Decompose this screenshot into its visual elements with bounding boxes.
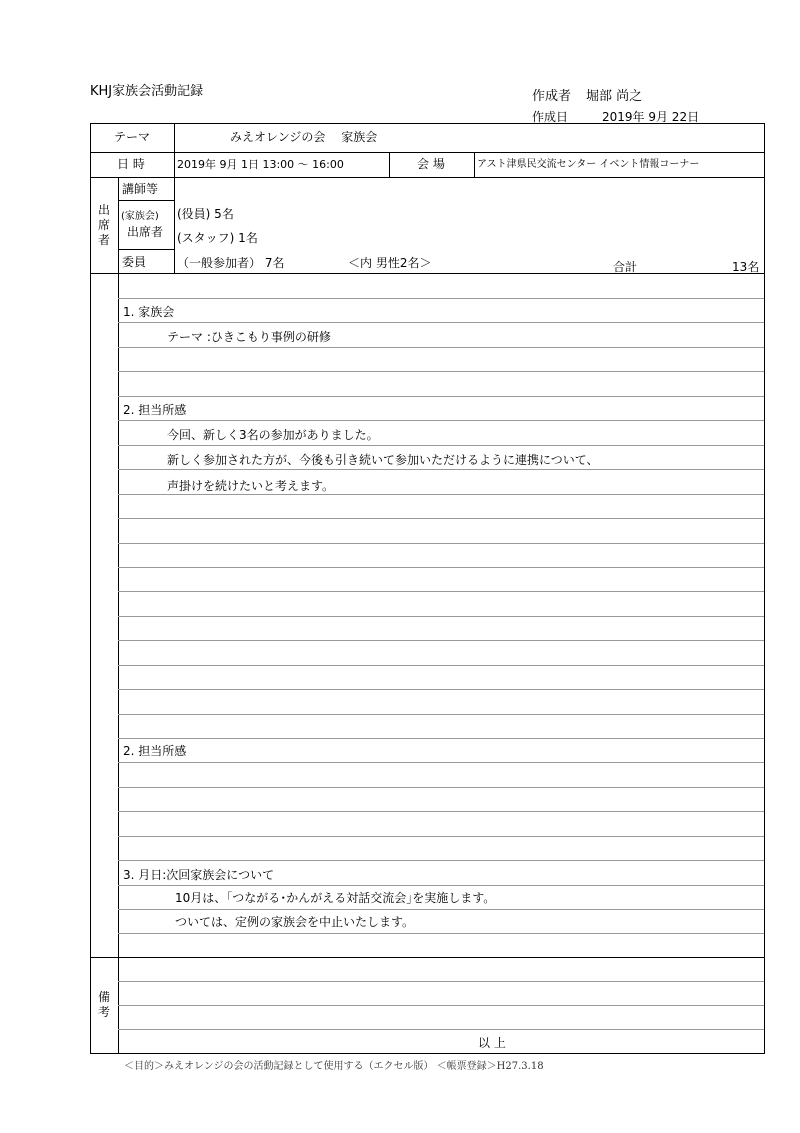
- divider: [118, 249, 174, 250]
- ruled-line: [118, 567, 764, 568]
- section-2-line-3: 声掛けを続けたいと考えます。: [167, 479, 335, 493]
- ruled-line: [118, 371, 764, 372]
- document-title: KHJ家族会活動記録: [90, 84, 204, 99]
- datetime-value: 2019年 9月 1日 13:00 ～ 16:00: [177, 158, 344, 171]
- section-1-heading: 1. 家族会: [123, 305, 175, 319]
- section-3-heading: 3. 月日:次回家族会について: [123, 868, 275, 882]
- theme-label: テーマ: [114, 130, 151, 144]
- divider: [174, 123, 175, 152]
- ruled-line: [118, 762, 764, 763]
- officers-count: (役員) 5名: [177, 207, 234, 221]
- date-label: 作成日: [532, 110, 569, 124]
- ruled-line: [118, 494, 764, 495]
- ruled-line: [118, 616, 764, 617]
- ruled-line: [118, 347, 764, 348]
- remarks-label: 備考: [97, 990, 110, 1019]
- divider: [118, 200, 174, 201]
- section-2-line-1: 今回、新しく3名の参加がありました。: [167, 428, 379, 442]
- author-label: 作成者: [532, 89, 572, 104]
- ruled-line: [118, 298, 764, 299]
- staff-count: (スタッフ) 1名: [177, 231, 258, 245]
- section-3-line-1: 10月は、｢つながる･かんがえる対話交流会｣を実施します。: [175, 891, 496, 905]
- divider: [90, 273, 765, 274]
- divider: [118, 177, 119, 273]
- ruled-line: [118, 640, 764, 641]
- divider: [474, 152, 475, 177]
- table-bottom-border: [90, 1053, 765, 1054]
- ruled-line: [118, 836, 764, 837]
- ruled-line: [118, 860, 764, 861]
- general-count: （一般参加者） 7名: [177, 256, 285, 270]
- section-1-theme: テーマ :ひきこもり事例の研修: [167, 330, 331, 344]
- section-3-line-2: ついては、定例の家族会を中止いたします。: [175, 915, 415, 929]
- ruled-line: [118, 518, 764, 519]
- ruled-line: [118, 543, 764, 544]
- divider: [174, 152, 175, 177]
- ruled-line: [118, 469, 764, 470]
- divider: [118, 273, 119, 1053]
- divider: [90, 957, 765, 958]
- ruled-line: [118, 396, 764, 397]
- footer-note: ＜目的＞みえオレンジの会の活動記録として使用する（エクセル版） ＜帳票登録＞H27.3.18: [124, 1061, 544, 1072]
- divider: [90, 152, 765, 153]
- lecturer-label: 講師等: [122, 182, 159, 196]
- ruled-line: [118, 885, 764, 886]
- male-note: ＜内 男性2名＞: [348, 256, 432, 270]
- ruled-line: [118, 445, 764, 446]
- total-label: 合計: [613, 260, 638, 274]
- section-2b-heading: 2. 担当所感: [123, 744, 187, 758]
- ruled-line: [118, 909, 764, 910]
- section-2-heading: 2. 担当所感: [123, 403, 187, 417]
- theme-value: みえオレンジの会 家族会: [230, 130, 378, 144]
- ruled-line: [118, 689, 764, 690]
- ruled-line: [118, 714, 764, 715]
- date-value: 2019年 9月 22日: [602, 110, 700, 124]
- divider: [389, 152, 390, 177]
- ruled-line: [118, 591, 764, 592]
- ruled-line: [118, 1005, 764, 1006]
- total-value: 13名: [732, 260, 760, 274]
- ruled-line: [118, 981, 764, 982]
- table-left-border: [90, 123, 91, 1053]
- ruled-line: [118, 322, 764, 323]
- table-top-border: [90, 123, 765, 124]
- author-name: 堀部 尚之: [586, 89, 643, 104]
- divider: [90, 177, 765, 178]
- section-2-line-2: 新しく参加された方が、今後も引き続いて参加いただけるように連携について、: [167, 453, 599, 467]
- venue-value: アスト津県民交流センター イベント情報コーナー: [477, 159, 700, 170]
- venue-label: 会 場: [417, 157, 445, 171]
- datetime-label: 日 時: [117, 157, 145, 171]
- family-label-small: (家族会): [121, 211, 159, 222]
- ruled-line: [118, 420, 764, 421]
- attendees-label: 出席者: [97, 203, 110, 247]
- ruled-line: [118, 787, 764, 788]
- divider: [174, 177, 175, 273]
- ruled-line: [118, 738, 764, 739]
- ruled-line: [118, 933, 764, 934]
- ruled-line: [118, 811, 764, 812]
- ruled-line: [118, 665, 764, 666]
- ruled-line: [118, 1029, 764, 1030]
- table-right-border: [764, 123, 765, 1053]
- family-attendee-label: 出席者: [127, 225, 164, 239]
- members-label: 委員: [122, 255, 147, 269]
- closing-mark: 以 上: [478, 1036, 506, 1050]
